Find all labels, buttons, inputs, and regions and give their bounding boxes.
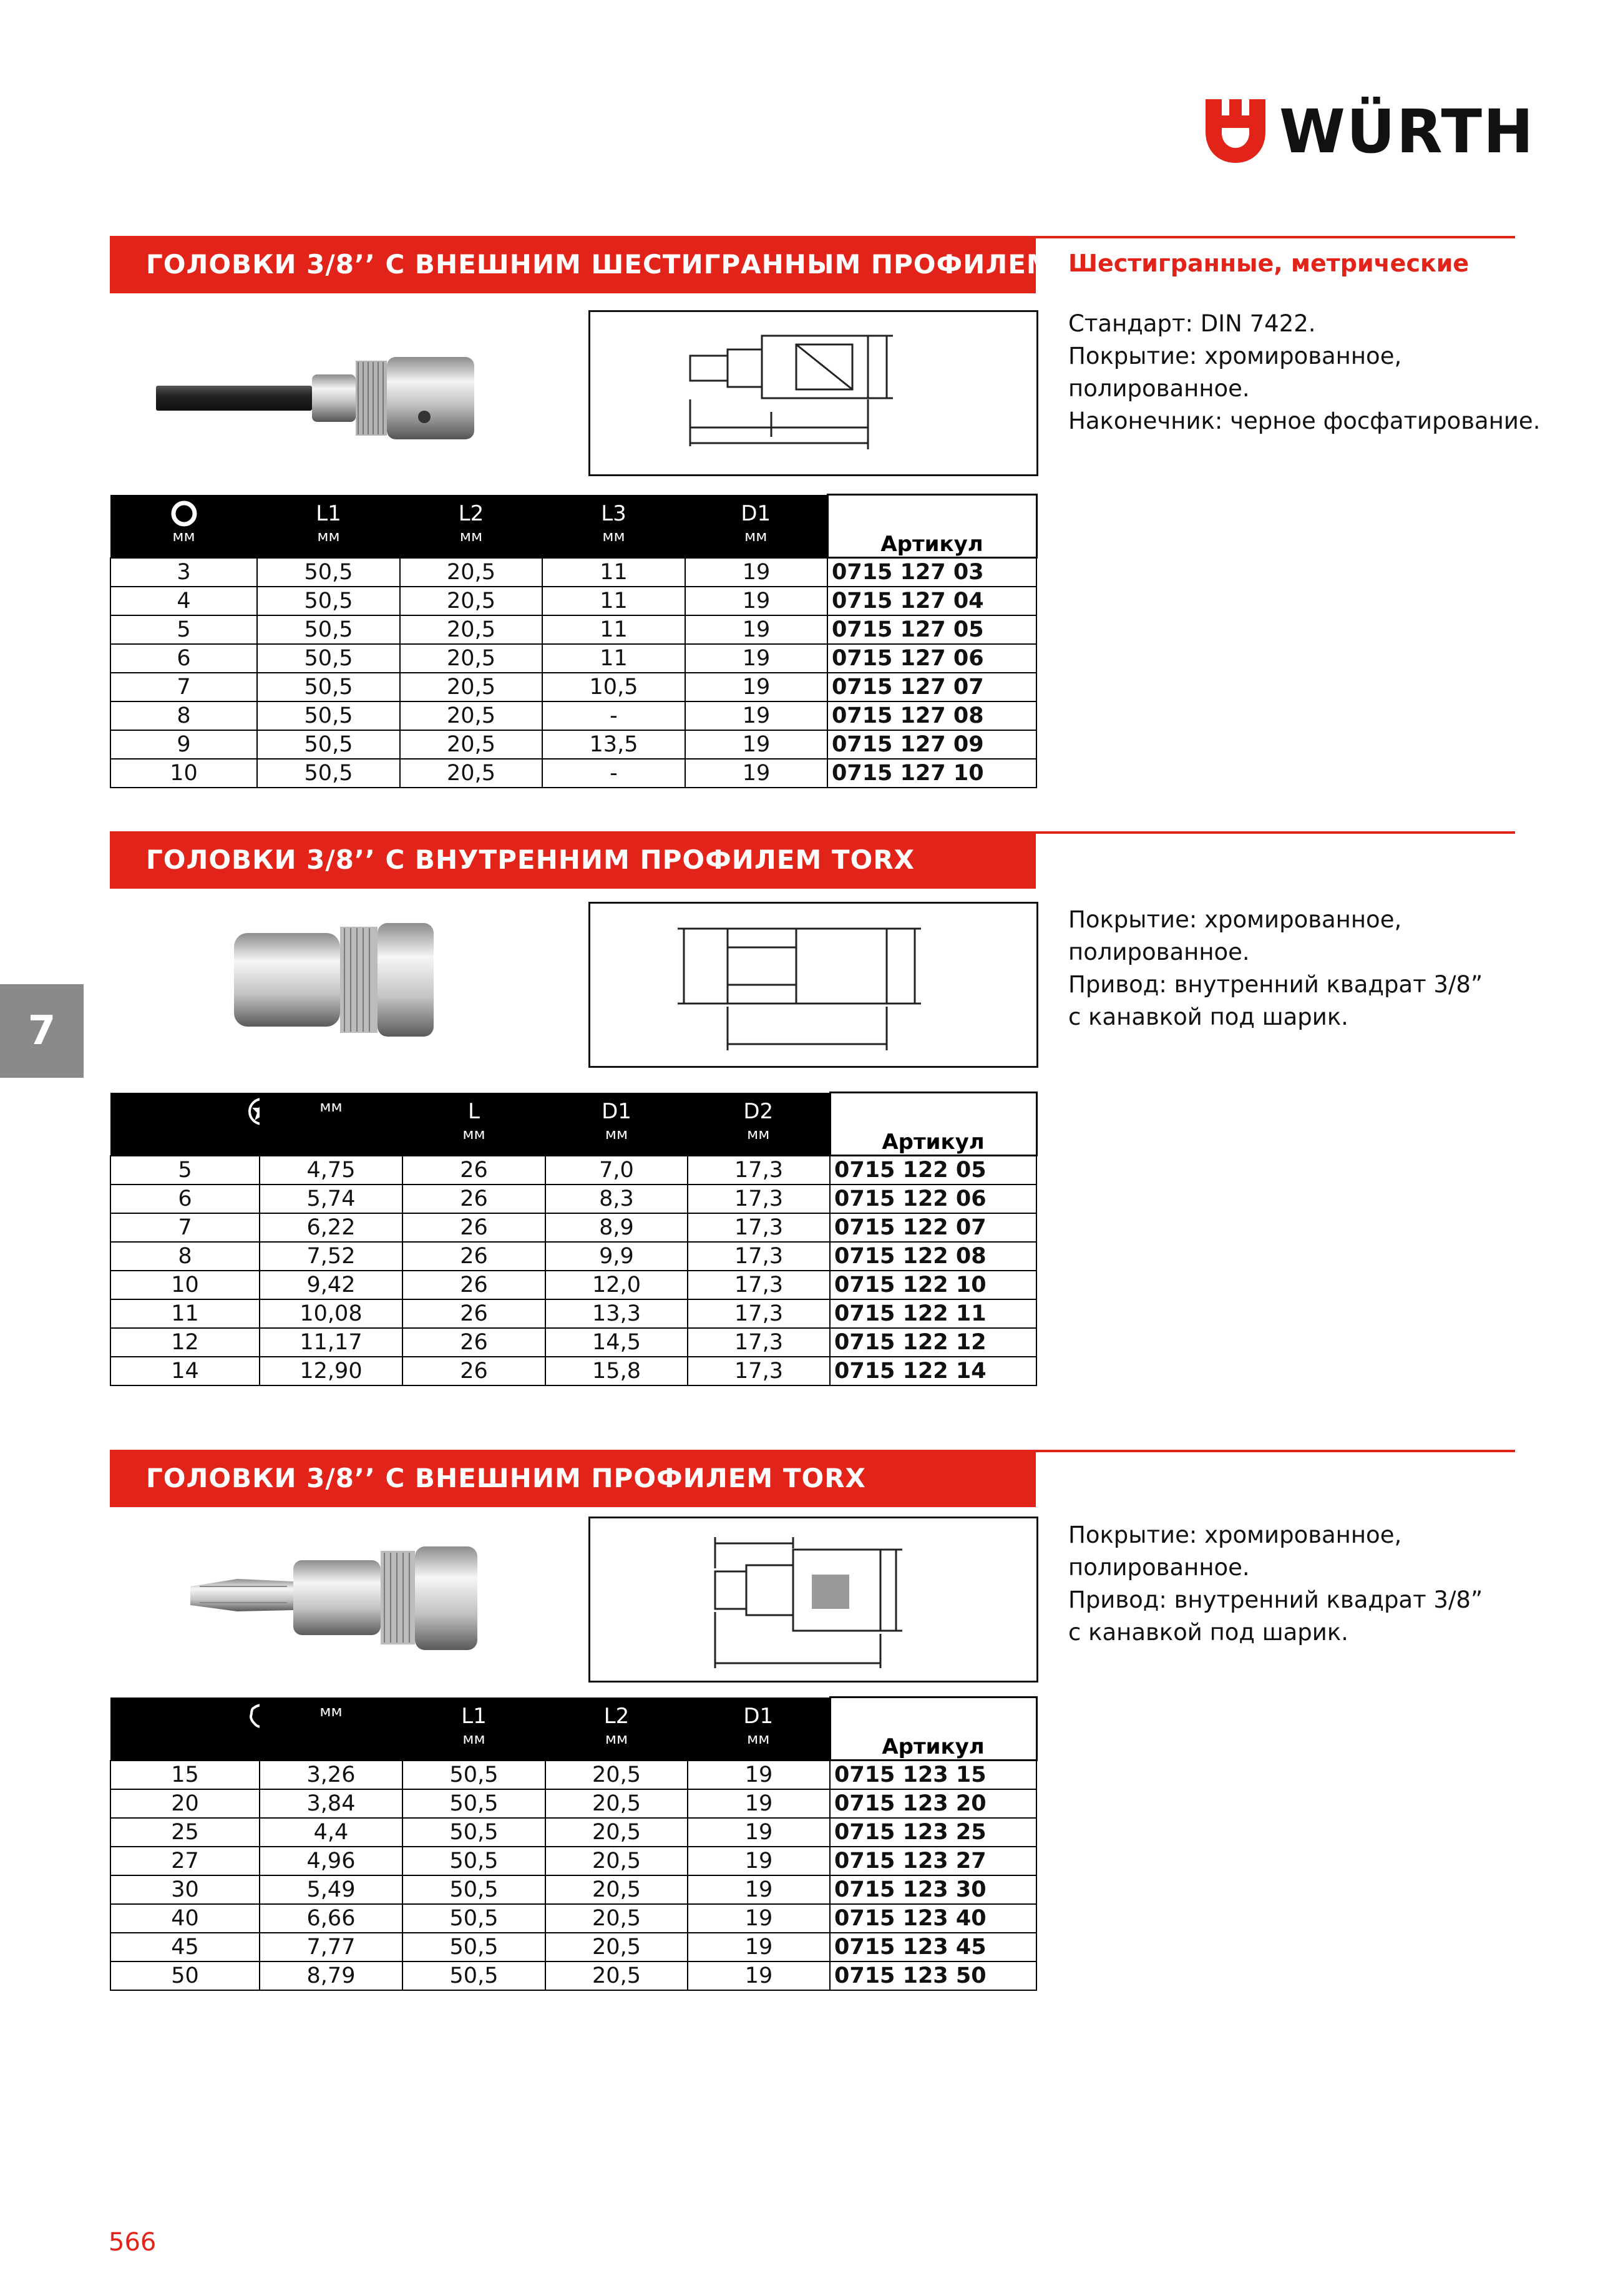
- table-cell: 20,5: [545, 1761, 688, 1790]
- article-number-cell: 0715 127 04: [827, 587, 1036, 615]
- table-cell: 19: [688, 1847, 830, 1875]
- article-header: Артикул: [827, 495, 1036, 558]
- table-cell: 20,5: [400, 558, 542, 587]
- table-cell: 5,49: [260, 1875, 402, 1904]
- table-cell: 11: [542, 558, 685, 587]
- table-cell: 15,8: [545, 1357, 688, 1385]
- section-1-subtitle: Шестигранные, метрические: [1068, 250, 1469, 277]
- table-row: [110, 1789, 1036, 1818]
- section-1-spec-table: [110, 494, 1038, 788]
- section-3-rule: [1036, 1450, 1515, 1452]
- table-header-cell: L1 мм: [402, 1698, 545, 1761]
- article-number-cell: 0715 127 05: [827, 615, 1036, 644]
- wurth-logo: [1204, 97, 1535, 167]
- table-cell: 20: [110, 1789, 260, 1818]
- table-cell: 26: [402, 1357, 545, 1385]
- table-cell: 20,5: [545, 1933, 688, 1961]
- table-cell: 6: [110, 644, 257, 673]
- table-cell: 17,3: [688, 1271, 830, 1299]
- table-cell: 19: [685, 558, 827, 587]
- table-cell: 5,74: [260, 1185, 402, 1213]
- table-cell: -: [542, 701, 685, 730]
- external-torx-socket-photo: [131, 1517, 543, 1673]
- table-cell: 20,5: [545, 1847, 688, 1875]
- table-cell: 14: [110, 1357, 260, 1385]
- table-cell: 14,5: [545, 1328, 688, 1357]
- table-cell: 50,5: [257, 615, 400, 644]
- table-cell: 19: [688, 1789, 830, 1818]
- table-cell: 19: [688, 1761, 830, 1790]
- table-cell: 20,5: [400, 673, 542, 701]
- table-header-cell: D1 мм: [545, 1093, 688, 1156]
- description-line: с канавкой под шарик.: [1068, 1619, 1348, 1646]
- table-cell: 50,5: [257, 587, 400, 615]
- table-cell: 45: [110, 1933, 260, 1961]
- table-header-cell: L1 мм: [257, 495, 400, 558]
- table-cell: 6,22: [260, 1213, 402, 1242]
- table-cell: 25: [110, 1818, 260, 1847]
- table-header-cell: [110, 1093, 260, 1156]
- article-number-cell: 0715 122 11: [830, 1299, 1036, 1328]
- article-number-cell: 0715 122 08: [830, 1242, 1036, 1271]
- section-3-title: ГОЛОВКИ 3/8’’ С ВНЕШНИМ ПРОФИЛЕМ TORX: [146, 1463, 866, 1493]
- article-number-cell: 0715 123 27: [830, 1847, 1036, 1875]
- article-header: Артикул: [830, 1698, 1036, 1761]
- table-cell: 4: [110, 587, 257, 615]
- table-cell: 27: [110, 1847, 260, 1875]
- table-cell: 5: [110, 615, 257, 644]
- hex-key-icon: [170, 500, 198, 527]
- table-cell: 12,90: [260, 1357, 402, 1385]
- article-number-cell: 0715 127 03: [827, 558, 1036, 587]
- description-line: Привод: внутренний квадрат 3/8”: [1068, 1586, 1483, 1613]
- table-cell: 9,9: [545, 1242, 688, 1271]
- table-cell: 3,26: [260, 1761, 402, 1790]
- article-number-cell: 0715 123 15: [830, 1761, 1036, 1790]
- table-cell: 10: [110, 1271, 260, 1299]
- table-header-cell: мм: [110, 495, 257, 558]
- table-cell: 12: [110, 1328, 260, 1357]
- section-3-header: [110, 1450, 1036, 1507]
- table-cell: 19: [685, 644, 827, 673]
- table-cell: 26: [402, 1328, 545, 1357]
- table-cell: 10,08: [260, 1299, 402, 1328]
- table-cell: 26: [402, 1242, 545, 1271]
- table-cell: 7,0: [545, 1156, 688, 1185]
- table-cell: 19: [688, 1875, 830, 1904]
- table-cell: 11: [110, 1299, 260, 1328]
- table-cell: 17,3: [688, 1156, 830, 1185]
- table-cell: 20,5: [400, 701, 542, 730]
- table-row: [110, 644, 1036, 673]
- article-number-cell: 0715 122 07: [830, 1213, 1036, 1242]
- table-cell: 8,9: [545, 1213, 688, 1242]
- table-cell: 19: [688, 1818, 830, 1847]
- article-number-cell: 0715 122 12: [830, 1328, 1036, 1357]
- table-cell: 20,5: [400, 759, 542, 788]
- table-cell: 8,3: [545, 1185, 688, 1213]
- section-2-spec-table: [110, 1092, 1038, 1386]
- table-row: [110, 587, 1036, 615]
- table-cell: 20,5: [545, 1875, 688, 1904]
- table-row: [110, 1875, 1036, 1904]
- table-cell: 11: [542, 587, 685, 615]
- table-cell: 3: [110, 558, 257, 587]
- table-cell: 4,75: [260, 1156, 402, 1185]
- table-cell: 50,5: [257, 759, 400, 788]
- table-cell: 19: [688, 1961, 830, 1990]
- table-cell: 50,5: [402, 1961, 545, 1990]
- brand-name: WÜRTH: [1279, 97, 1535, 167]
- article-number-cell: 0715 122 05: [830, 1156, 1036, 1185]
- table-cell: 7,77: [260, 1933, 402, 1961]
- description-line: полированное.: [1068, 1554, 1250, 1581]
- section-3-spec-table: [110, 1696, 1038, 1991]
- table-cell: 6,66: [260, 1904, 402, 1933]
- article-number-cell: 0715 127 07: [827, 673, 1036, 701]
- section-1-description: [1068, 308, 1541, 437]
- table-cell: 17,3: [688, 1357, 830, 1385]
- table-cell: -: [542, 759, 685, 788]
- table-cell: 19: [685, 587, 827, 615]
- table-row: [110, 1156, 1036, 1185]
- table-cell: 20,5: [400, 730, 542, 759]
- article-header: Артикул: [830, 1093, 1036, 1156]
- table-header-cell: L2 мм: [545, 1698, 688, 1761]
- table-cell: 40: [110, 1904, 260, 1933]
- table-cell: 4,96: [260, 1847, 402, 1875]
- table-cell: 10: [110, 759, 257, 788]
- table-cell: 4,4: [260, 1818, 402, 1847]
- table-cell: 20,5: [545, 1789, 688, 1818]
- wurth-logo-mark-icon: [1204, 97, 1267, 165]
- table-cell: 50,5: [257, 701, 400, 730]
- table-cell: 7: [110, 1213, 260, 1242]
- section-1-rule: [1036, 236, 1515, 238]
- table-cell: 26: [402, 1299, 545, 1328]
- table-cell: 20,5: [545, 1961, 688, 1990]
- article-number-cell: 0715 123 25: [830, 1818, 1036, 1847]
- table-header-cell: D2 мм: [688, 1093, 830, 1156]
- table-row: [110, 1242, 1036, 1271]
- table-cell: 7,52: [260, 1242, 402, 1271]
- internal-torx-technical-drawing: [588, 902, 1038, 1068]
- table-header-row: [110, 1093, 1036, 1156]
- table-cell: 50,5: [257, 730, 400, 759]
- table-cell: 19: [685, 730, 827, 759]
- section-2-header: [110, 831, 1036, 889]
- table-cell: 19: [685, 759, 827, 788]
- table-row: [110, 701, 1036, 730]
- table-row: [110, 1213, 1036, 1242]
- table-cell: 7: [110, 673, 257, 701]
- table-cell: 26: [402, 1213, 545, 1242]
- table-header-cell: мм: [260, 1093, 402, 1156]
- table-cell: 50,5: [402, 1789, 545, 1818]
- section-2-title: ГОЛОВКИ 3/8’’ С ВНУТРЕННИМ ПРОФИЛЕМ TORX: [146, 844, 915, 875]
- table-cell: 3,84: [260, 1789, 402, 1818]
- table-cell: 20,5: [545, 1818, 688, 1847]
- table-cell: 13,3: [545, 1299, 688, 1328]
- table-cell: 8: [110, 1242, 260, 1271]
- section-2-rule: [1036, 831, 1515, 834]
- table-cell: 15: [110, 1761, 260, 1790]
- table-header-row: [110, 495, 1036, 558]
- table-header-cell: мм: [260, 1698, 402, 1761]
- article-number-cell: 0715 123 45: [830, 1933, 1036, 1961]
- article-number-cell: 0715 127 09: [827, 730, 1036, 759]
- table-cell: 17,3: [688, 1299, 830, 1328]
- table-cell: 50,5: [402, 1818, 545, 1847]
- article-number-cell: 0715 123 50: [830, 1961, 1036, 1990]
- table-cell: 8: [110, 701, 257, 730]
- table-row: [110, 1933, 1036, 1961]
- table-cell: 11,17: [260, 1328, 402, 1357]
- chapter-tab-marker: 7: [0, 984, 84, 1078]
- article-number-cell: 0715 123 30: [830, 1875, 1036, 1904]
- table-cell: 26: [402, 1271, 545, 1299]
- page-number: 566: [109, 2228, 157, 2257]
- table-cell: 20,5: [400, 644, 542, 673]
- article-number-cell: 0715 122 14: [830, 1357, 1036, 1385]
- table-cell: 9,42: [260, 1271, 402, 1299]
- table-cell: 50,5: [402, 1875, 545, 1904]
- table-cell: 50,5: [402, 1761, 545, 1790]
- table-cell: 17,3: [688, 1213, 830, 1242]
- table-cell: 50,5: [257, 644, 400, 673]
- table-row: [110, 1761, 1036, 1790]
- table-cell: 17,3: [688, 1242, 830, 1271]
- table-header-cell: D1 мм: [685, 495, 827, 558]
- table-cell: 20,5: [400, 587, 542, 615]
- article-number-cell: 0715 123 20: [830, 1789, 1036, 1818]
- article-number-cell: 0715 127 08: [827, 701, 1036, 730]
- description-line: Привод: внутренний квадрат 3/8”: [1068, 971, 1483, 998]
- table-cell: 9: [110, 730, 257, 759]
- table-cell: 19: [688, 1933, 830, 1961]
- table-cell: 12,0: [545, 1271, 688, 1299]
- table-cell: 8,79: [260, 1961, 402, 1990]
- article-number-cell: 0715 122 10: [830, 1271, 1036, 1299]
- table-header-cell: L3 мм: [542, 495, 685, 558]
- hex-socket-technical-drawing: [588, 310, 1038, 476]
- table-row: [110, 1847, 1036, 1875]
- table-row: [110, 1185, 1036, 1213]
- description-line: Наконечник: черное фосфатирование.: [1068, 408, 1541, 434]
- table-cell: 50,5: [402, 1847, 545, 1875]
- table-cell: 19: [688, 1904, 830, 1933]
- description-line: Покрытие: хромированное,: [1068, 343, 1402, 369]
- table-cell: 19: [685, 701, 827, 730]
- table-cell: 50,5: [402, 1904, 545, 1933]
- table-row: [110, 1328, 1036, 1357]
- article-number-cell: 0715 127 10: [827, 759, 1036, 788]
- table-header-cell: L2 мм: [400, 495, 542, 558]
- description-line: Покрытие: хромированное,: [1068, 1522, 1402, 1548]
- table-cell: 20,5: [545, 1904, 688, 1933]
- table-row: [110, 1961, 1036, 1990]
- external-torx-technical-drawing: [588, 1517, 1038, 1683]
- table-cell: 19: [685, 615, 827, 644]
- article-number-cell: 0715 122 06: [830, 1185, 1036, 1213]
- description-line: с канавкой под шарик.: [1068, 1004, 1348, 1030]
- section-1-title: ГОЛОВКИ 3/8’’ С ВНЕШНИМ ШЕСТИГРАННЫМ ПРОФИЛЕМ: [146, 249, 1053, 280]
- description-line: Покрытие: хромированное,: [1068, 906, 1402, 933]
- article-number-cell: 0715 123 40: [830, 1904, 1036, 1933]
- description-line: полированное.: [1068, 939, 1250, 965]
- table-row: [110, 1904, 1036, 1933]
- table-cell: 19: [685, 673, 827, 701]
- table-cell: 30: [110, 1875, 260, 1904]
- section-2-description: [1068, 904, 1505, 1033]
- table-cell: 50,5: [402, 1933, 545, 1961]
- table-cell: 50,5: [257, 558, 400, 587]
- table-row: [110, 615, 1036, 644]
- hex-bit-socket-photo: [131, 318, 543, 474]
- table-cell: 10,5: [542, 673, 685, 701]
- description-line: полированное.: [1068, 375, 1250, 402]
- internal-torx-socket-photo: [131, 902, 543, 1058]
- table-cell: 13,5: [542, 730, 685, 759]
- table-header-cell: D1 мм: [688, 1698, 830, 1761]
- table-cell: 11: [542, 644, 685, 673]
- table-header-cell: L мм: [402, 1093, 545, 1156]
- table-cell: 20,5: [400, 615, 542, 644]
- table-cell: 17,3: [688, 1328, 830, 1357]
- description-line: Стандарт: DIN 7422.: [1068, 310, 1316, 337]
- table-cell: 5: [110, 1156, 260, 1185]
- table-row: [110, 1271, 1036, 1299]
- table-header-cell: [110, 1698, 260, 1761]
- table-cell: 26: [402, 1185, 545, 1213]
- table-row: [110, 730, 1036, 759]
- table-cell: 26: [402, 1156, 545, 1185]
- table-row: [110, 1357, 1036, 1385]
- section-3-description: [1068, 1519, 1505, 1649]
- table-cell: 11: [542, 615, 685, 644]
- table-cell: 50: [110, 1961, 260, 1990]
- table-row: [110, 673, 1036, 701]
- table-cell: 17,3: [688, 1185, 830, 1213]
- table-cell: 6: [110, 1185, 260, 1213]
- table-row: [110, 1818, 1036, 1847]
- table-row: [110, 1299, 1036, 1328]
- section-1-header: [110, 236, 1053, 293]
- table-cell: 50,5: [257, 673, 400, 701]
- table-row: [110, 558, 1036, 587]
- table-row: [110, 759, 1036, 788]
- article-number-cell: 0715 127 06: [827, 644, 1036, 673]
- table-header-row: [110, 1698, 1036, 1761]
